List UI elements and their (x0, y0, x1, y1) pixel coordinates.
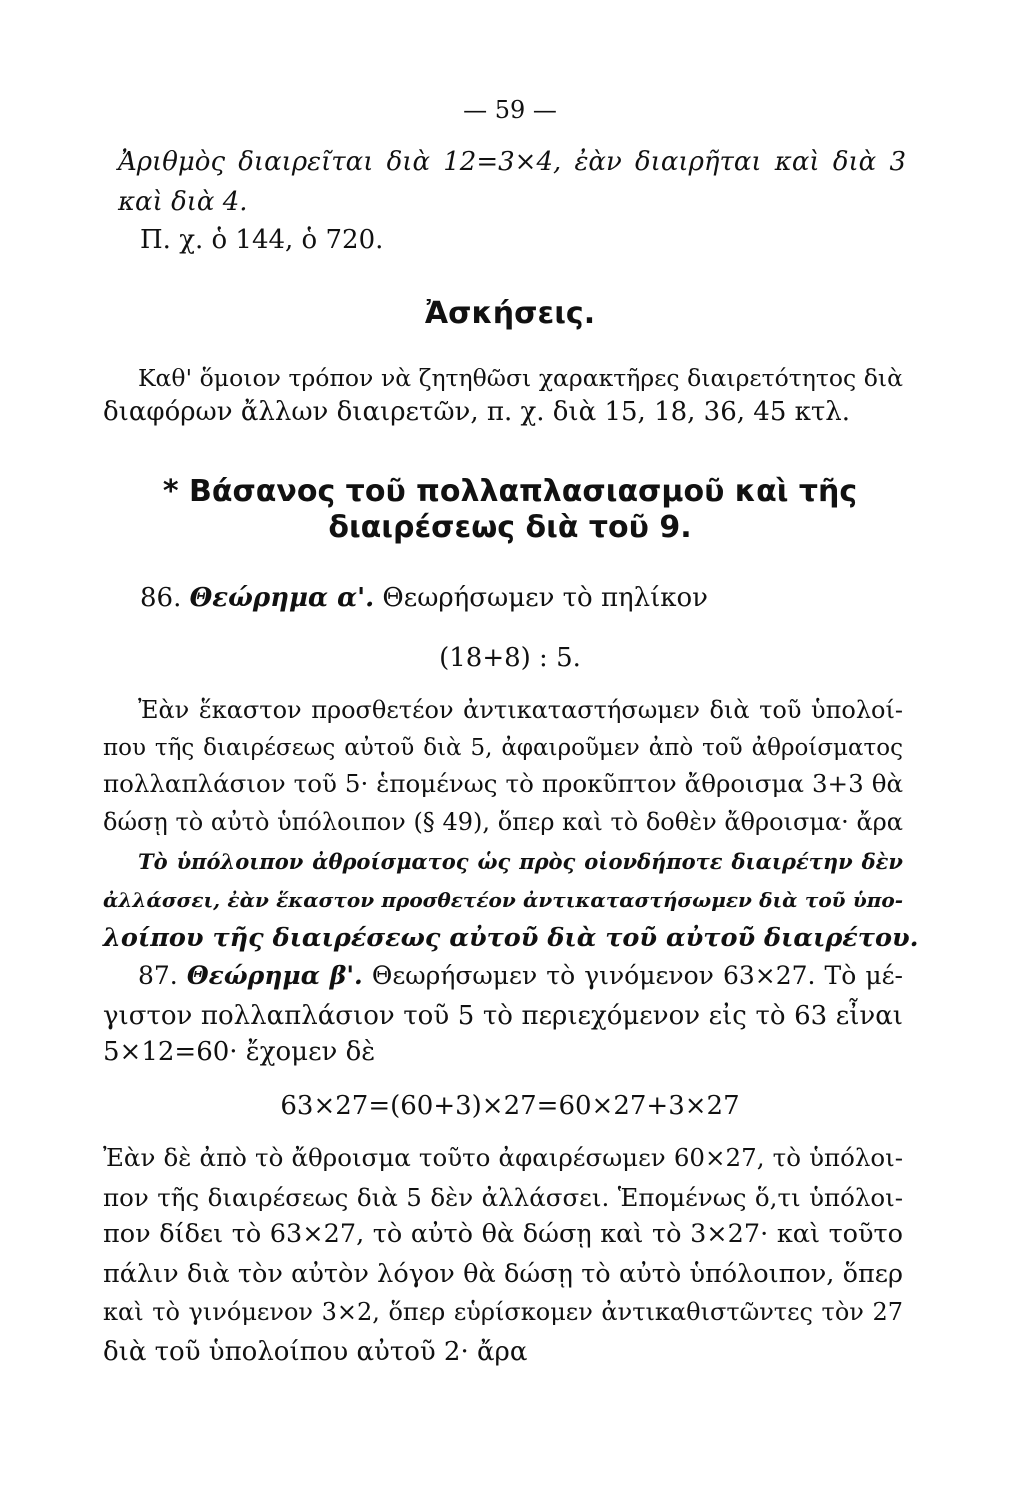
theorem-87-body-line-3: πον δίδει τὸ 63×27, τὸ αὐτὸ θὰ δώσῃ καὶ τὸ 3×27· καὶ τοῦτο (103, 1219, 903, 1249)
theorem-87-body-line-1: Ἐὰν δὲ ἀπὸ τὸ ἄθροισμα τοῦτο ἀφαιρέσωμεν 60×27, τὸ ὑπόλοι- (103, 1143, 903, 1172)
rule-12-line-2: καὶ διὰ 4. (118, 187, 248, 217)
theorem-86-conclusion-line-2: ἀλλάσσει, ἐὰν ἕκαστον προσθετέον ἀντικαταστήσωμεν διὰ τοῦ ὑπο- (103, 888, 903, 912)
theorem-86-intro: Θεωρήσωμεν τὸ πηλίκον (382, 583, 708, 613)
theorem-86-line (140, 580, 960, 616)
theorem-87-intro: Θεωρήσωμεν τὸ γινόμενον 63×27. Τὸ μέ- (371, 961, 903, 990)
theorem-86-body-line-4: δώσῃ τὸ αὐτὸ ὑπόλοιπον (§ 49), ὅπερ καὶ τὸ δοθὲν ἄθροισμα· ἄρα (103, 808, 903, 836)
theorem-87-label: Θεώρημα β'. (186, 961, 363, 990)
theorem-86-number: 86. (140, 583, 182, 613)
theorem-86-body-line-2: που τῆς διαιρέσεως αὐτοῦ διὰ 5, ἀφαιροῦμεν ἀπὸ τοῦ ἀθροίσματος (103, 735, 903, 761)
theorem-86-conclusion-line-3: λοίπου τῆς διαιρέσεως αὐτοῦ διὰ τοῦ αὐτοῦ διαιρέτου. (103, 923, 919, 953)
exercises-line-1: Καθ' ὅμοιον τρόπον νὰ ζητηθῶσι χαρακτῆρες διαιρετότητος διὰ (138, 364, 903, 392)
theorem-87-formula: 63×27=(60+3)×27=60×27+3×27 (280, 1091, 740, 1121)
section-title-line-2: διαιρέσεως διὰ τοῦ 9. (328, 510, 692, 545)
theorem-87-body-line-6: διὰ τοῦ ὑπολοίπου αὐτοῦ 2· ἄρα (103, 1337, 528, 1367)
rule-12-line-1: Ἀριθμὸς διαιρεῖται διὰ 12=3×4, ἐὰν διαιρῆται καὶ διὰ 3 (118, 147, 906, 177)
theorem-87-body-line-2: πον τῆς διαιρέσεως διὰ 5 δὲν ἀλλάσσει. Ἑπομένως ὅ,τι ὑπόλοι- (103, 1183, 903, 1212)
theorem-86-formula: (18+8) : 5. (439, 643, 581, 673)
rule-12-example: Π. χ. ὁ 144, ὁ 720. (140, 225, 384, 255)
section-title-line-1: * Βάσανος τοῦ πολλαπλασιασμοῦ καὶ τῆς (162, 474, 858, 509)
theorem-86-body-line-1: Ἐὰν ἕκαστον προσθετέον ἀντικαταστήσωμεν διὰ τοῦ ὑπολοί- (138, 696, 903, 724)
theorem-87-line-3: 5×12=60· ἔχομεν δὲ (103, 1037, 376, 1067)
theorem-87-line-2: γιστον πολλαπλάσιον τοῦ 5 τὸ περιεχόμενον εἰς τὸ 63 εἶναι (103, 1001, 903, 1031)
theorem-87-line (138, 958, 903, 994)
theorem-86-label: Θεώρημα α'. (189, 583, 375, 613)
theorem-87-number: 87. (138, 961, 178, 990)
exercises-heading: Ἀσκήσεις. (424, 296, 596, 331)
theorem-86-body-line-3: πολλαπλάσιον τοῦ 5· ἑπομένως τὸ προκῦπτον ἄθροισμα 3+3 θὰ (103, 769, 903, 798)
page-number: — 59 — (463, 96, 557, 124)
theorem-86-conclusion-line-1: Τὸ ὑπόλοιπον ἀθροίσματος ὡς πρὸς οἱονδήποτε διαιρέτην δὲν (138, 849, 903, 874)
exercises-line-2: διαφόρων ἄλλων διαιρετῶν, π. χ. διὰ 15, 18, 36, 45 κτλ. (103, 397, 851, 427)
theorem-87-body-line-4: πάλιν διὰ τὸν αὐτὸν λόγον θὰ δώσῃ τὸ αὐτὸ ὑπόλοιπον, ὅπερ (103, 1259, 903, 1289)
theorem-87-body-line-5: καὶ τὸ γινόμενον 3×2, ὅπερ εὑρίσκομεν ἀντικαθιστῶντες τὸν 27 (103, 1298, 903, 1326)
